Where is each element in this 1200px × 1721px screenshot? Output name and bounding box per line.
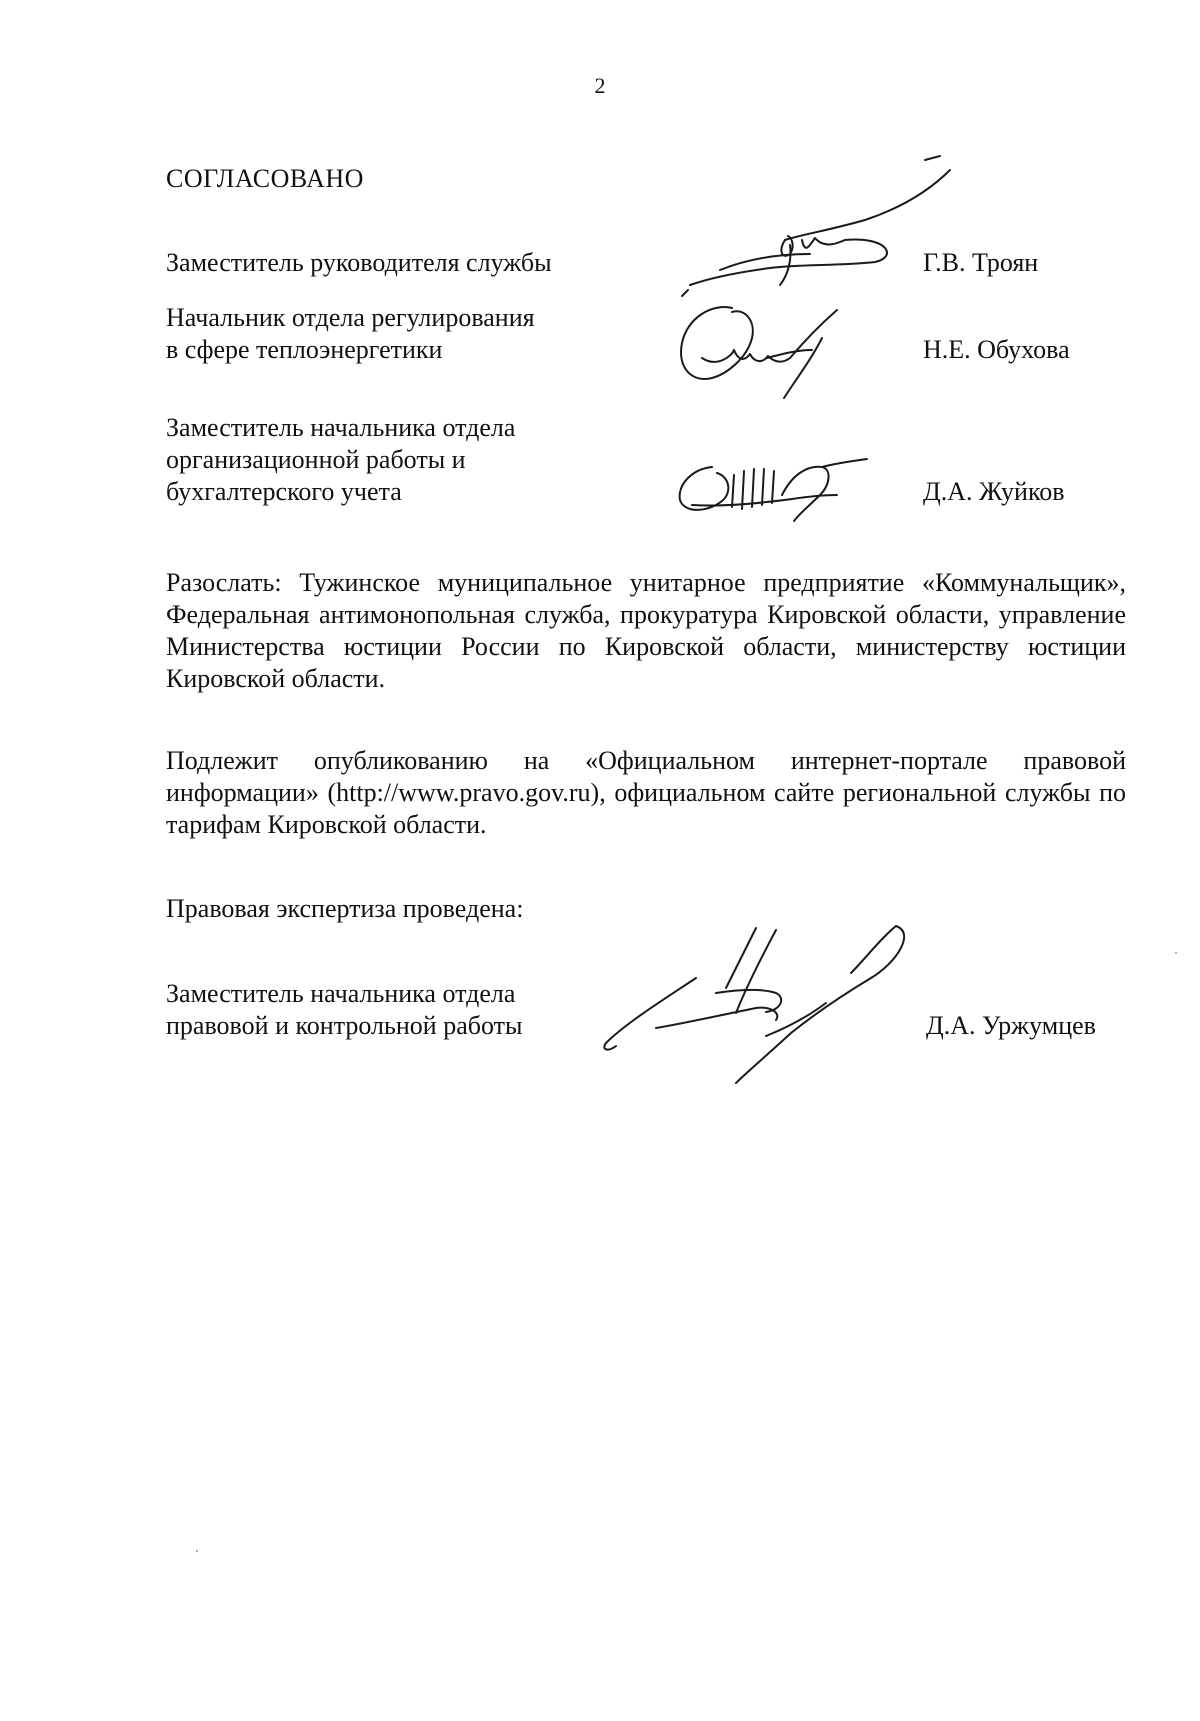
signature-troyan-icon xyxy=(680,150,960,300)
page-number: 2 xyxy=(594,73,606,98)
scan-speck xyxy=(1175,952,1177,954)
legal-review-heading: Правовая экспертиза проведена: xyxy=(166,894,524,923)
signature-zhuikov-icon xyxy=(672,455,872,525)
scan-speck xyxy=(196,1550,198,1552)
signatory-title: Заместитель начальника отдела организационной работы и бухгалтерского учета xyxy=(166,413,516,506)
signature-urzhumtsev-icon xyxy=(596,918,926,1088)
signatory-title: Заместитель руководителя службы xyxy=(166,248,552,277)
signatory-name: Н.Е. Обухова xyxy=(923,335,1070,364)
publication-paragraph: Подлежит опубликованию на «Официальном интернет-портале правовой информации» (http://www.pravo.gov.ru), официальном сайте региональной службы по тарифам Кировской области. xyxy=(166,746,1126,839)
legal-review-name: Д.А. Уржумцев xyxy=(926,1011,1096,1040)
distribution-paragraph: Разослать: Тужинское муниципальное унитарное предприятие «Коммунальщик», Федеральная антимонопольная служба, прокуратура Кировской области, управление Министерства юстиции России по Кировской области, министерству юстиции Кировской области. xyxy=(166,568,1126,693)
signatory-title: Начальник отдела регулирования в сфере теплоэнергетики xyxy=(166,303,535,364)
signatory-name: Д.А. Жуйков xyxy=(923,477,1065,506)
signature-obukhova-icon xyxy=(672,298,872,408)
approval-heading: СОГЛАСОВАНО xyxy=(166,164,364,193)
signatory-name: Г.В. Троян xyxy=(923,248,1039,277)
legal-review-title: Заместитель начальника отдела правовой и контрольной работы xyxy=(166,979,523,1040)
